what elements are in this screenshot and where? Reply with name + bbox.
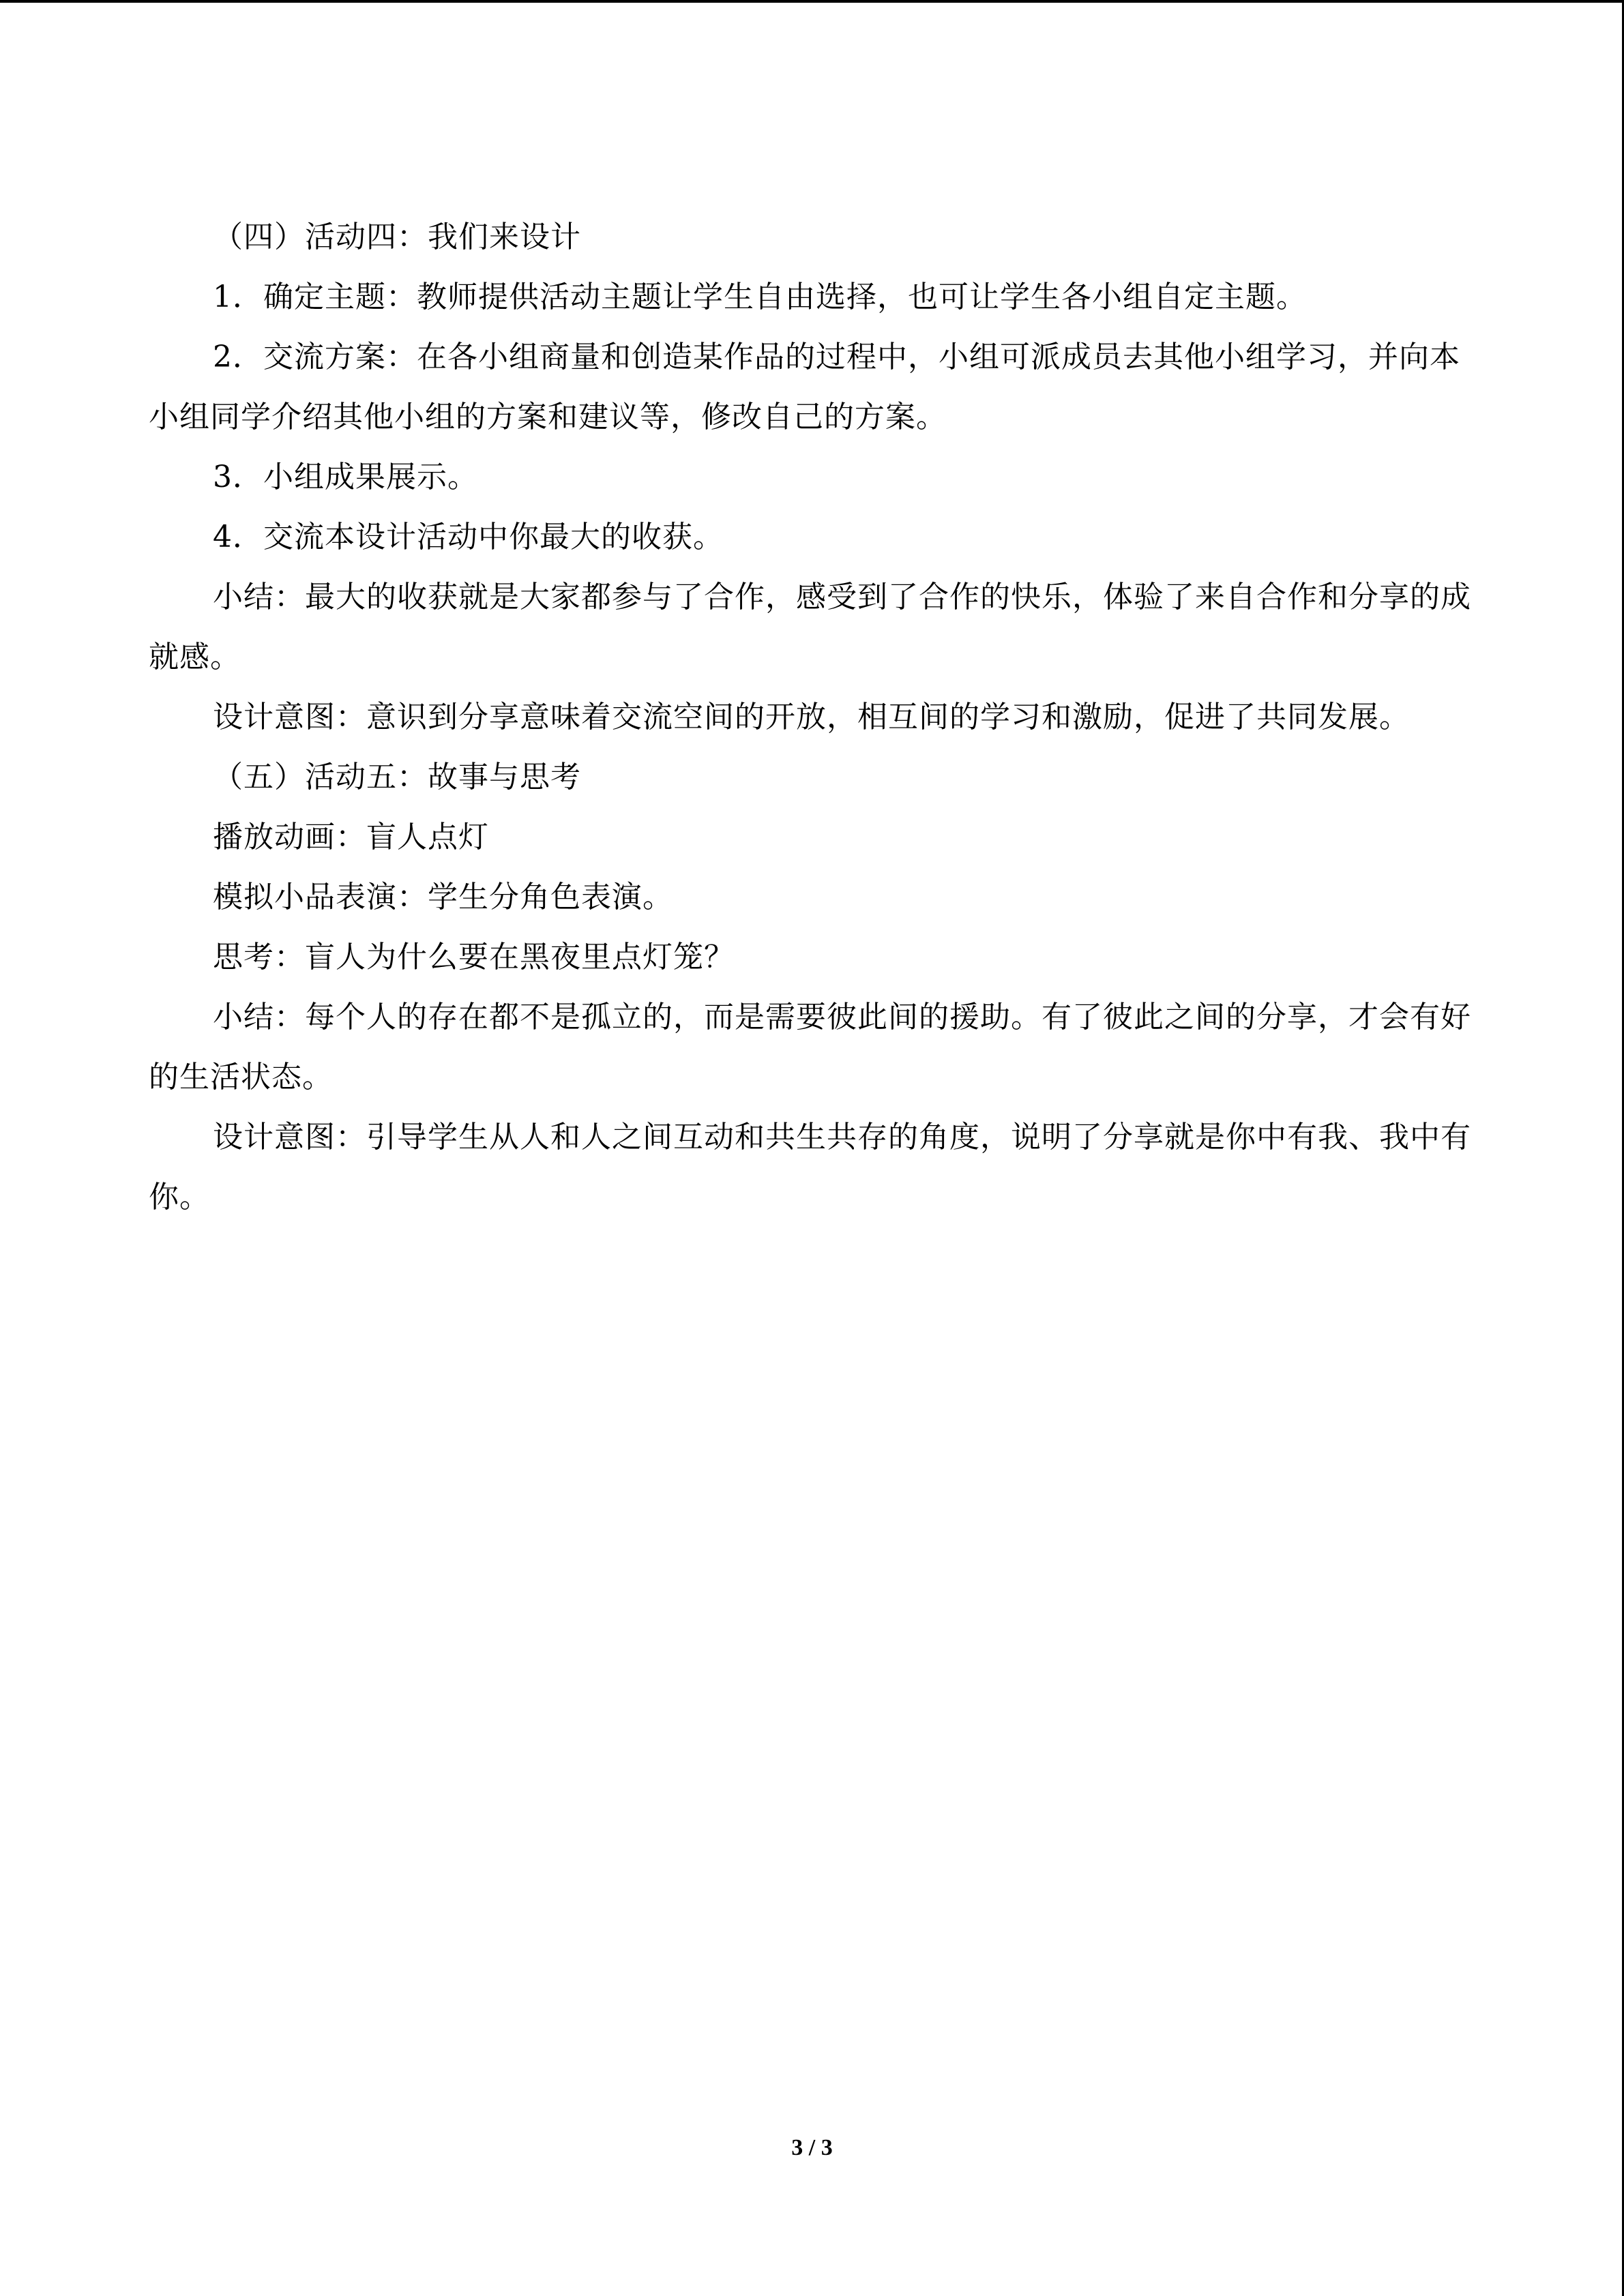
paragraph-summary-2: 小结：每个人的存在都不是孤立的，而是需要彼此间的援助。有了彼此之间的分享，才会有好的生活状态。 (149, 1000, 1471, 1094)
top-border-line (0, 0, 1624, 3)
paragraph-design-intent-1: 设计意图：意识到分享意味着交流空间的开放，相互间的学习和激励，促进了共同发展。 (213, 700, 1410, 734)
paragraph-step-4: 4．交流本设计活动中你最大的收获。 (213, 520, 724, 554)
paragraph-step-3: 3．小组成果展示。 (213, 460, 478, 494)
paragraph-skit-performance: 模拟小品表演：学生分角色表演。 (213, 880, 673, 914)
paragraph-step-2: 2．交流方案：在各小组商量和创造某作品的过程中，小组可派成员去其他小组学习，并向本小组同学介绍其他小组的方案和建议等，修改自己的方案。 (149, 340, 1460, 434)
paragraph-play-animation: 播放动画：盲人点灯 (213, 820, 489, 854)
page-number: 3 / 3 (791, 2135, 833, 2160)
paragraph-design-intent-2: 设计意图：引导学生从人和人之间互动和共生共存的角度，说明了分享就是你中有我、我中有你。 (149, 1120, 1471, 1214)
section-heading-activity-4: （四）活动四：我们来设计 (213, 220, 581, 254)
paragraph-summary-1: 小结：最大的收获就是大家都参与了合作，感受到了合作的快乐，体验了来自合作和分享的成就感。 (149, 580, 1471, 674)
document-body (149, 207, 1475, 1227)
section-heading-activity-5: （五）活动五：故事与思考 (213, 760, 581, 794)
paragraph-step-1: 1．确定主题：教师提供活动主题让学生自由选择，也可让学生各小组自定主题。 (213, 280, 1307, 314)
paragraph-reflection-question: 思考：盲人为什么要在黑夜里点灯笼？ (213, 940, 735, 974)
